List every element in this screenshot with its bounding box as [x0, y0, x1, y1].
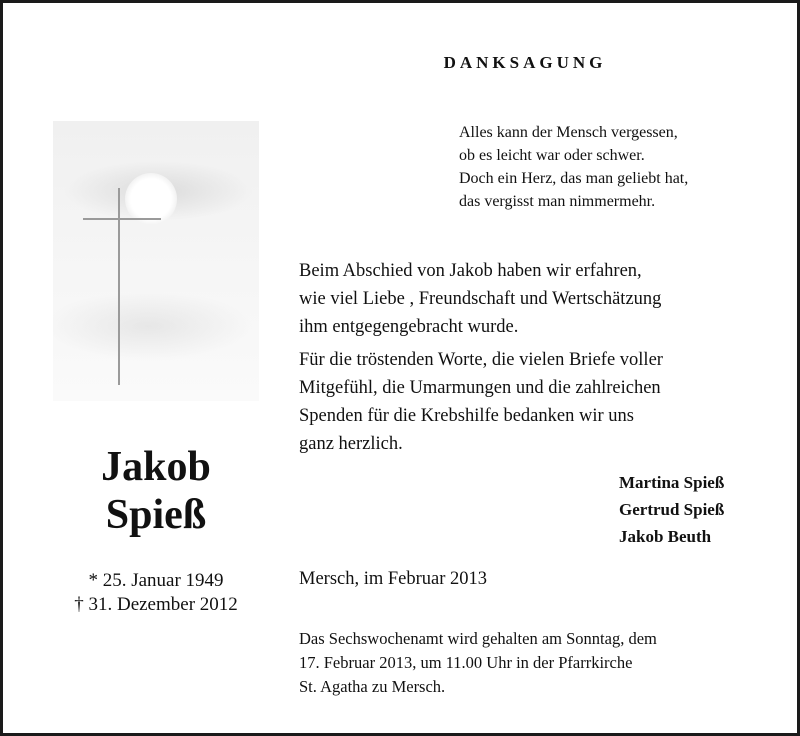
- title: DANKSAGUNG: [443, 53, 607, 72]
- paragraph-line: Mitgefühl, die Umarmungen und die zahlreichen: [299, 378, 661, 398]
- poem-line: Alles kann der Mensch vergessen,: [459, 124, 678, 141]
- memorial-image: [53, 121, 259, 401]
- signer-name: Gertrud Spieß: [619, 500, 725, 519]
- thanks-paragraph-2: [299, 346, 752, 458]
- notice-line: 17. Februar 2013, um 11.00 Uhr in der Pfarrkirche: [299, 653, 633, 672]
- place-date: Mersch, im Februar 2013: [299, 569, 488, 589]
- birth-date: * 25. Januar 1949: [88, 570, 224, 591]
- thanks-paragraph-1: [299, 257, 752, 341]
- mass-notice: [299, 627, 752, 699]
- death-date: † 31. Dezember 2012: [74, 594, 238, 615]
- notice-line: Das Sechswochenamt wird gehalten am Sonntag, dem: [299, 629, 657, 648]
- poem-line: Doch ein Herz, das man geliebt hat,: [459, 170, 689, 187]
- signer-name: Martina Spieß: [619, 473, 725, 492]
- poem: [459, 121, 779, 213]
- first-name: Jakob: [101, 444, 211, 490]
- signers: [619, 469, 769, 550]
- paragraph-line: ganz herzlich.: [299, 434, 403, 454]
- paragraph-line: Spenden für die Krebshilfe bedanken wir uns: [299, 406, 634, 426]
- paragraph-line: ihm entgegengebracht wurde.: [299, 317, 519, 337]
- life-dates: [53, 569, 259, 617]
- paragraph-line: wie viel Liebe , Freundschaft und Wertschätzung: [299, 289, 662, 309]
- signer-name: Jakob Beuth: [619, 527, 712, 546]
- last-name: Spieß: [105, 492, 207, 538]
- poem-line: ob es leicht war oder schwer.: [459, 147, 645, 164]
- cross-icon-bar: [83, 218, 161, 220]
- paragraph-line: Für die tröstenden Worte, die vielen Briefe voller: [299, 350, 663, 370]
- poem-line: das vergisst man nimmermehr.: [459, 193, 656, 210]
- deceased-name: [53, 443, 259, 539]
- cloud-shape: [53, 291, 253, 361]
- paragraph-line: Beim Abschied von Jakob haben wir erfahren,: [299, 261, 642, 281]
- notice-line: St. Agatha zu Mersch.: [299, 677, 446, 696]
